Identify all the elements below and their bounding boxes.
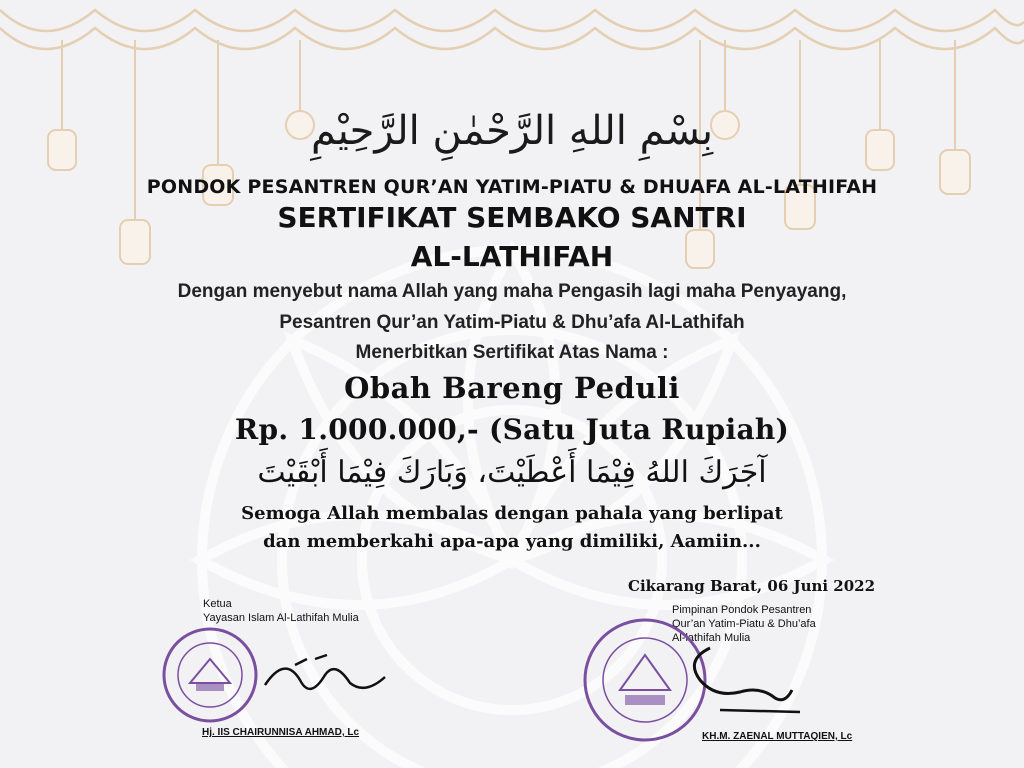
intro-line-3: Menerbitkan Sertifikat Atas Nama : — [355, 342, 669, 363]
left-official-stamp — [160, 625, 260, 725]
right-role-line2: Qur’an Yatim-Piatu & Dhu’afa — [672, 618, 816, 630]
institution-name: PONDOK PESANTREN QUR’AN YATIM-PIATU & DHUAFA AL-LATHIFAH — [146, 176, 878, 198]
top-scallop-ornament — [0, 10, 1024, 49]
left-signer-role — [203, 597, 359, 625]
certificate-title: SERTIFIKAT SEMBAKO SANTRI — [277, 201, 747, 234]
left-signature — [255, 645, 390, 710]
left-signer-name: Hj. IIS CHAIRUNNISA AHMAD, Lc — [202, 727, 360, 738]
place-date: Cikarang Barat, 06 Juni 2022 — [628, 577, 876, 595]
intro-line-2: Pesantren Qur’an Yatim-Piatu & Dhu’afa Al-Lathifah — [279, 312, 745, 333]
donation-amount: Rp. 1.000.000,- (Satu Juta Rupiah) — [234, 413, 790, 446]
right-role-line1: Pimpinan Pondok Pesantren — [672, 604, 812, 616]
prayer-line-2: dan memberkahi apa-apa yang dimiliki, Aamiin... — [263, 531, 761, 552]
arabic-prayer: آجَرَكَ اللهُ فِيْمَا أَعْطَيْتَ، وَبَارَكَ فِيْمَا أَبْقَيْتَ — [257, 455, 767, 490]
left-role-line1: Ketua — [203, 598, 232, 610]
bismillah-calligraphy: بِسْمِ اللهِ الرَّحْمٰنِ الرَّحِيْمِ — [310, 108, 714, 154]
intro-line-1: Dengan menyebut nama Allah yang maha Pengasih lagi maha Penyayang, — [177, 281, 847, 302]
prayer-line-1: Semoga Allah membalas dengan pahala yang berlipat — [241, 503, 783, 524]
right-signer-name: KH.M. ZAENAL MUTTAQIEN, Lc — [702, 731, 853, 742]
recipient-name: Obah Bareng Peduli — [344, 371, 680, 405]
left-role-line2: Yayasan Islam Al-Lathifah Mulia — [203, 612, 359, 624]
right-role-line3: Al-lathifah Mulia — [672, 632, 751, 644]
right-signature — [680, 640, 810, 725]
certificate-title-line2: AL-LATHIFAH — [410, 240, 614, 273]
